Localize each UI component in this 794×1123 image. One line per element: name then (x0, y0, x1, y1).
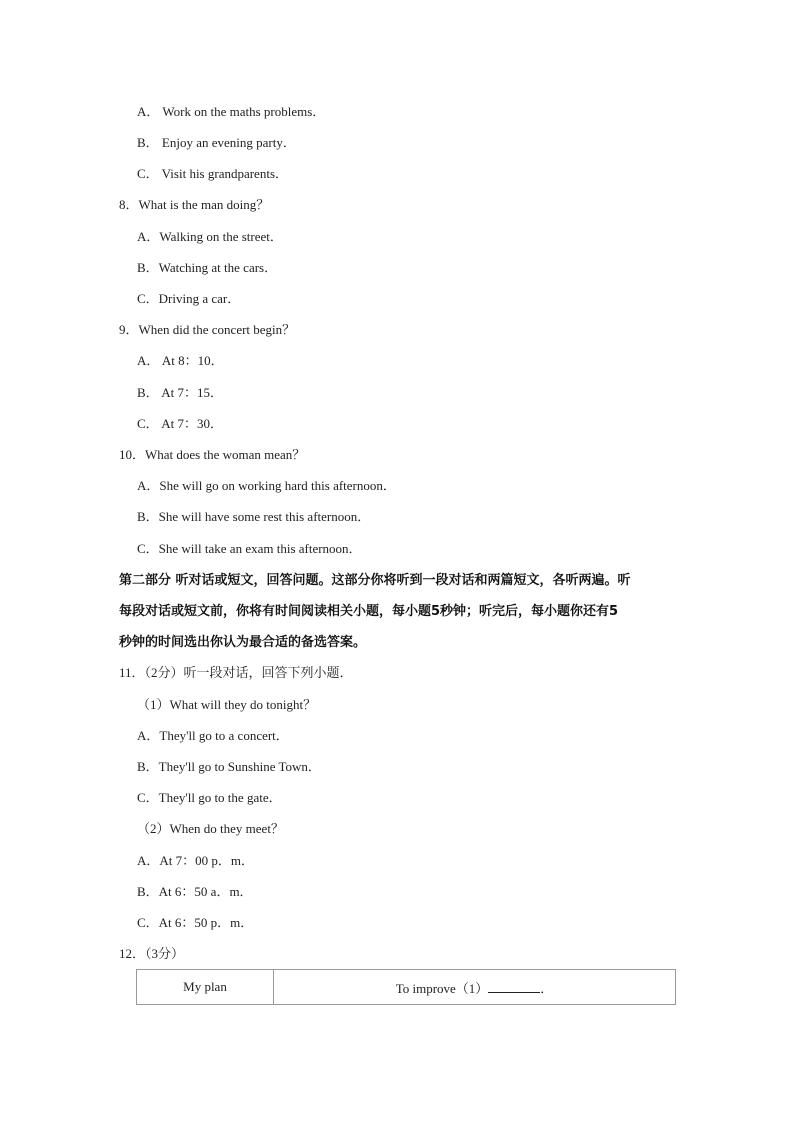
table-row (137, 970, 676, 1005)
q11-sub-2: （2）When do they meet？ (137, 821, 284, 836)
q7-option-a: A． Work on the maths problems． (137, 104, 326, 119)
q11-1-option-a: A．They'll go to a concert． (137, 728, 289, 743)
question-10: 10．What does the woman mean？ (119, 447, 306, 462)
section-2-line-3: 秒钟的时间选出你认为最合适的备选答案。 (119, 635, 367, 650)
q11-2-option-a: A．At 7：00 p．m． (137, 853, 255, 868)
q9-option-b: B． At 7：15． (137, 385, 223, 400)
q10-option-c: C．She will take an exam this afternoon． (137, 541, 362, 556)
plan-table (136, 969, 676, 1005)
cell-period: ． (540, 980, 554, 996)
plan-header-cell: My plan (137, 970, 274, 1005)
question-8: 8．What is the man doing？ (119, 197, 270, 212)
question-9: 9．When did the concert begin？ (119, 322, 296, 337)
q8-option-a: A．Walking on the street． (137, 229, 283, 244)
q11-sub-1: （1）What will they do tonight？ (137, 697, 317, 712)
q11-1-option-c: C．They'll go to the gate． (137, 790, 282, 805)
section-2-line-2: 每段对话或短文前，你将有时间阅读相关小题，每小题5秒钟；听完后，每小题你还有5 (119, 604, 619, 619)
plan-content-cell (274, 970, 676, 1005)
q10-option-b: B．She will have some rest this afternoon． (137, 509, 371, 524)
q7-option-b: B． Enjoy an evening party． (137, 135, 296, 150)
q8-option-c: C．Driving a car． (137, 291, 241, 306)
q11-2-option-c: C．At 6：50 p．m． (137, 915, 254, 930)
q11-2-option-b: B．At 6：50 a．m． (137, 884, 253, 899)
q11-1-option-b: B．They'll go to Sunshine Town． (137, 759, 321, 774)
answer-blank[interactable] (488, 979, 540, 993)
section-2-line-1: 第二部分 听对话或短文，回答问题。这部分你将听到一段对话和两篇短文，各听两遍。听 (119, 573, 631, 588)
section-2-instructions (119, 565, 679, 658)
question-11: 11．（2分）听一段对话，回答下列小题． (119, 665, 353, 680)
improve-label: To improve（1） (395, 980, 489, 996)
q9-option-c: C． At 7：30． (137, 416, 223, 431)
question-12: 12．（3分） (119, 946, 185, 961)
q8-option-b: B．Watching at the cars． (137, 260, 278, 275)
q10-option-a: A．She will go on working hard this afternoon． (137, 478, 396, 493)
q7-option-c: C． Visit his grandparents． (137, 166, 288, 181)
q9-option-a: A． At 8：10． (137, 353, 224, 368)
